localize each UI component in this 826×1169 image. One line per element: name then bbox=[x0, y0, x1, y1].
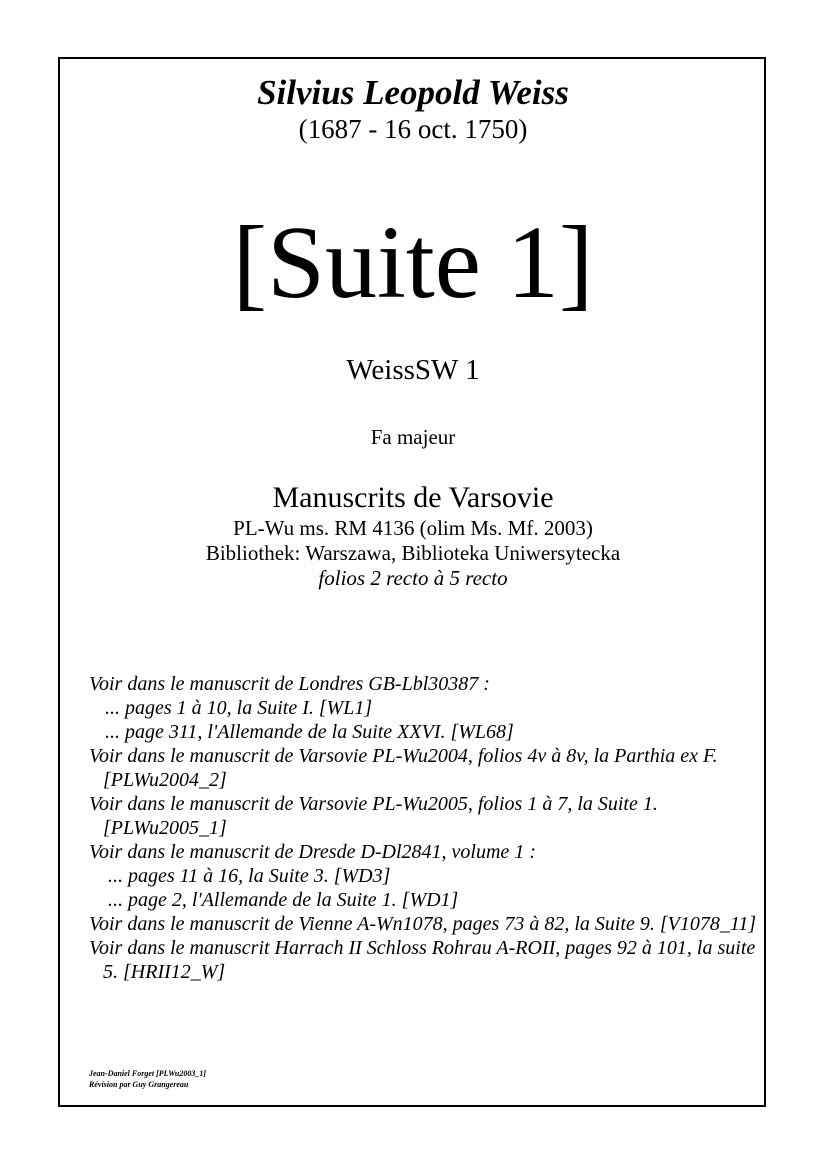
concordance-item: Voir dans le manuscrit de Varsovie PL-Wu2005, folios 1 à 7, la Suite 1. [PLWu2005_1] bbox=[89, 793, 658, 839]
concordance-item: Voir dans le manuscrit de Londres GB-Lbl30387 : bbox=[89, 673, 490, 695]
manuscript-folios: folios 2 recto à 5 recto bbox=[318, 566, 508, 590]
manuscript-library: Bibliothek: Warszawa, Biblioteka Uniwersytecka bbox=[205, 541, 621, 565]
composer-name: Silvius Leopold Weiss bbox=[257, 73, 569, 112]
credits-footer bbox=[89, 1068, 206, 1090]
concordance-item: Voir dans le manuscrit de Dresde D-Dl2841, volume 1 : bbox=[89, 841, 536, 863]
concordance-item: Voir dans le manuscrit de Varsovie PL-Wu2004, folios 4v à 8v, la Parthia ex F. [PLWu2004_2] bbox=[89, 745, 718, 791]
concordance-subitem: ... page 2, l'Allemande de la Suite 1. [WD1] bbox=[108, 889, 459, 911]
composer-dates: (1687 - 16 oct. 1750) bbox=[298, 114, 528, 144]
work-title: [Suite 1] bbox=[232, 205, 594, 320]
transcriber-credit: Jean-Daniel Forget [PLWu2003_1] bbox=[89, 1069, 207, 1078]
key-signature: Fa majeur bbox=[370, 425, 456, 449]
concordance-list bbox=[89, 672, 759, 984]
concordance-item: Voir dans le manuscrit Harrach II Schloss Rohrau A-ROII, pages 92 à 101, la suite 5. [HRII12_W] bbox=[89, 937, 756, 983]
manuscript-reference: PL-Wu ms. RM 4136 (olim Ms. Mf. 2003) bbox=[233, 516, 593, 540]
catalog-number: WeissSW 1 bbox=[346, 354, 480, 386]
concordance-item: Voir dans le manuscrit de Vienne A-Wn1078, pages 73 à 82, la Suite 9. [V1078_11] bbox=[89, 913, 757, 935]
concordance-subitem: ... page 311, l'Allemande de la Suite XXVI. [WL68] bbox=[105, 721, 514, 743]
concordance-subitem: ... pages 1 à 10, la Suite I. [WL1] bbox=[105, 697, 373, 719]
revision-credit: Révision par Guy Grangereau bbox=[89, 1080, 189, 1089]
concordance-subitem: ... pages 11 à 16, la Suite 3. [WD3] bbox=[108, 865, 391, 887]
manuscript-title: Manuscrits de Varsovie bbox=[272, 481, 554, 514]
